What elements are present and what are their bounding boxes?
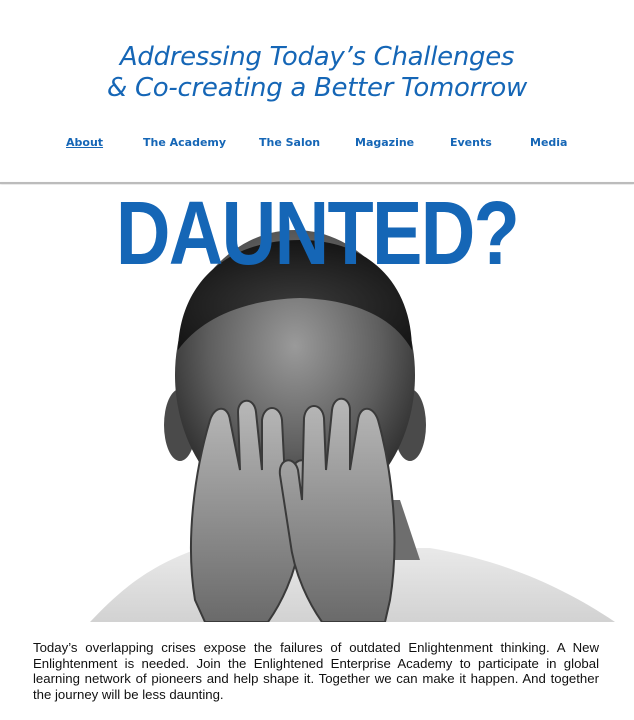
site-header <box>0 0 634 183</box>
tagline-line-1: Addressing Today’s Challenges <box>119 42 515 72</box>
nav-magazine[interactable]: Magazine <box>355 136 415 149</box>
hero-headline: DAUNTED? <box>115 184 519 284</box>
intro-paragraph: Today’s overlapping crises expose the failures of outdated Enlightenment thinking. A New Enlightenment is needed. Join the Enlightened Enterprise Academy to participate in global learning network of pioneers and help shape it. Together we can make it happen. And together the journey will be less daunting. <box>33 640 599 702</box>
main-nav <box>0 136 634 154</box>
tagline-line-2: & Co-creating a Better Tomorrow <box>107 73 527 103</box>
site-tagline <box>0 42 634 104</box>
nav-the-academy[interactable]: The Academy <box>143 136 227 149</box>
nav-media[interactable]: Media <box>530 136 568 149</box>
nav-events[interactable]: Events <box>450 136 492 149</box>
nav-the-salon[interactable]: The Salon <box>259 136 321 149</box>
nav-about[interactable]: About <box>66 136 104 149</box>
